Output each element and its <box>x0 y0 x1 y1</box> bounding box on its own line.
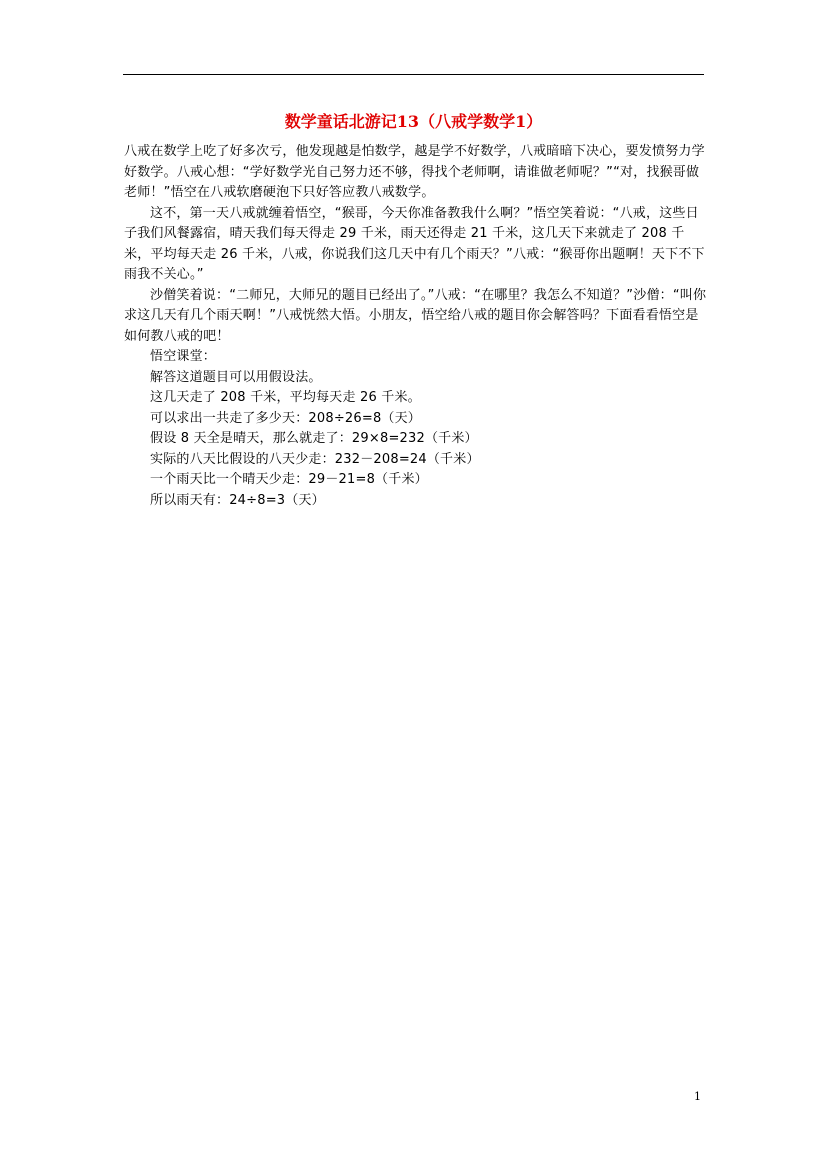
document-title: 数学童话北游记13（八戒学数学1） <box>284 112 543 131</box>
solution-step: 解答这道题目可以用假设法。 <box>150 369 322 385</box>
solution-step: 假设 8 天全是晴天，那么就走了：29×8=232（千米） <box>150 431 478 446</box>
lesson-heading: 悟空课堂： <box>150 349 217 364</box>
solution-step: 一个雨天比一个晴天少走：29－21=8（千米） <box>150 472 428 487</box>
paragraph-question: 这不，第一天八戒就缠着悟空，“猴哥，今天你准备教我什么啊？”悟空笑着说：“八戒，这些日子我们风餐露宿，晴天我们每天得走 29 千米，雨天还得走 21 千米，这几天下来就走了 208 千米，平均每天走 26 千米，八戒，你说我们这几天中有几个雨天？”八戒：“猴哥你出题啊！天下不下雨我不关心。” <box>124 205 705 282</box>
paragraph-sha-seng: 沙僧笑着说：“二师兄，大师兄的题目已经出了。”八戒：“在哪里？我怎么不知道？”沙僧：“叫你求这几天有几个雨天啊！”八戒恍然大悟。小朋友，悟空给八戒的题目你会解答吗？下面看看悟空是如何教八戒的吧！ <box>124 287 707 344</box>
paragraph-intro: 八戒在数学上吃了好多次亏，他发现越是怕数学，越是学不好数学，八戒暗暗下决心，要发愤努力学好数学。八戒心想：“学好数学光自己努力还不够，得找个老师啊，请谁做老师呢？”“对，找猴哥做老师！”悟空在八戒软磨硬泡下只好答应教八戒数学。 <box>124 144 705 200</box>
header-rule <box>123 74 704 75</box>
solution-step: 可以求出一共走了多少天：208÷26=8（天） <box>150 410 422 426</box>
document-body <box>124 142 708 511</box>
solution-step: 这几天走了 208 千米，平均每天走 26 千米。 <box>150 390 421 405</box>
solution-step: 所以雨天有：24÷8=3（天） <box>150 492 325 508</box>
page-number: 1 <box>694 1090 701 1103</box>
solution-step: 实际的八天比假设的八天少走：232－208=24（千米） <box>150 451 480 467</box>
